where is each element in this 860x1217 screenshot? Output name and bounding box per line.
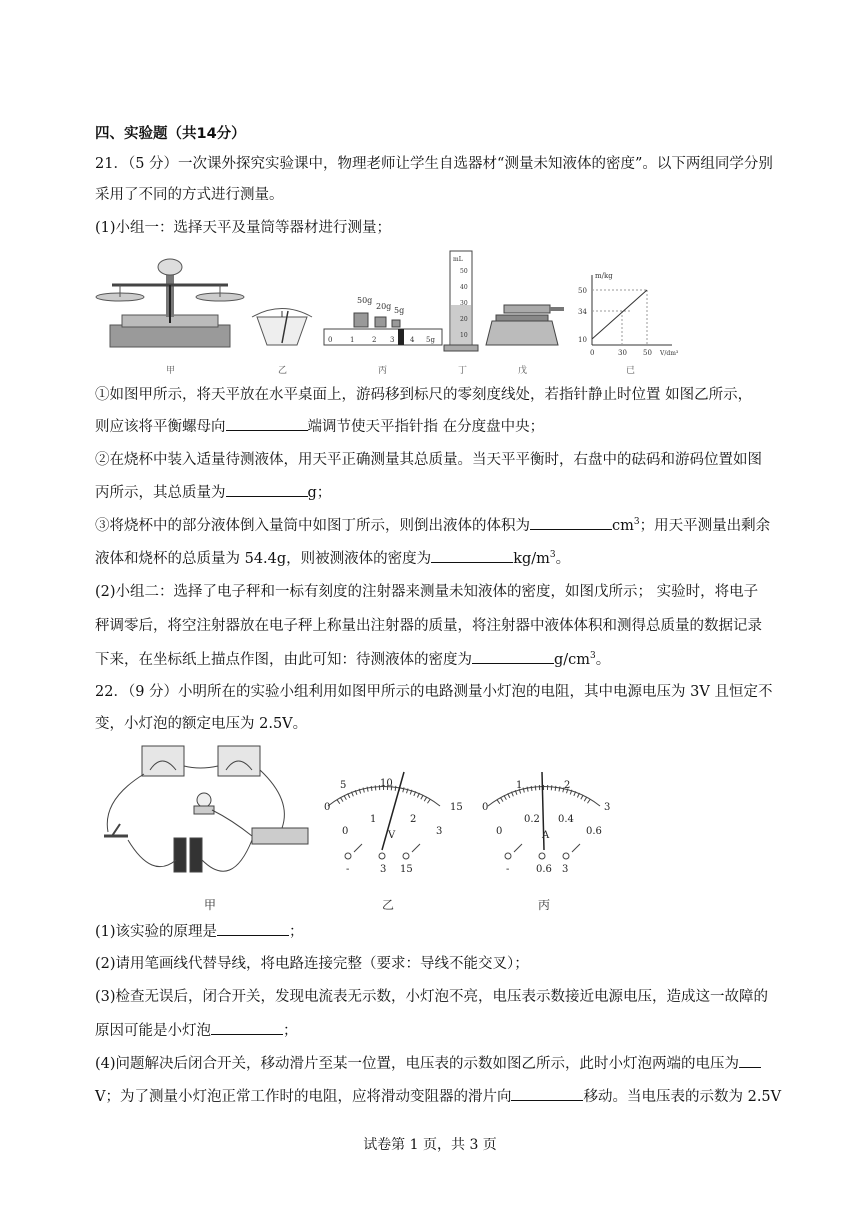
q21-step2-line1: ②在烧杯中装入适量待测液体，用天平正确测量其总质量。当天平平衡时，右盘中的砝码和游码位置如图	[95, 452, 762, 468]
voltmeter-terminal-15: 15	[400, 864, 413, 875]
fig-caption-jia: 甲	[166, 366, 176, 376]
q21-step3-line2: 液体和烧杯的总质量为 54.4g，则被测液体的密度为 $kg/m^3$。	[95, 548, 570, 569]
ruler-tick-0: 0	[328, 336, 333, 344]
fig-caption-ding: 丁	[458, 366, 468, 376]
ammeter-bottom-0-4: 0.4	[558, 814, 574, 825]
voltmeter-top-5: 5	[340, 780, 347, 791]
q21-figures-svg	[92, 245, 692, 375]
q21-group1: (1)小组一：选择天平及量筒等器材进行测量；	[95, 220, 392, 236]
q22-part3-line2: 原因可能是小灯泡 ；	[95, 1020, 298, 1041]
voltmeter-terminal-neg: -	[346, 864, 350, 875]
fig-caption-jia: 甲	[204, 898, 217, 912]
voltmeter-labels	[324, 778, 463, 875]
answer-blank[interactable]	[472, 649, 554, 664]
ruler-tick-4: 4	[410, 336, 415, 344]
ammeter-top-2: 2	[564, 780, 571, 791]
graph-ytick-50: 50	[578, 287, 587, 295]
q21-step1-line1: ①如图甲所示，将天平放在水平桌面上，游码移到标尺的零刻度线处，若指针静止时位置 如图乙所示，	[95, 387, 753, 403]
cylinder-tick-50: 50	[460, 268, 468, 275]
cylinder-tick-40: 40	[460, 284, 468, 291]
voltmeter-bottom-1: 1	[370, 814, 377, 825]
q21-group2-line1: (2)小组二：选择了电子秤和一标有刻度的注射器来测量未知液体的密度，如图戊所示； 实验时，将电子	[95, 584, 759, 600]
weight-label-50g: 50g	[357, 296, 373, 305]
graph-xtick-50: 50	[643, 349, 652, 357]
answer-blank[interactable]	[217, 921, 289, 936]
q21-group2-line2: 秤调零后，将空注射器放在电子秤上称量出注射器的质量，将注射器中液体体积和测得总质量的数据记录	[95, 618, 762, 634]
q22-part3-line1: (3)检查无误后，闭合开关，发现电流表无示数，小灯泡不亮，电压表示数接近电源电压，造成这一故障的	[95, 989, 769, 1005]
q21-figure-row	[92, 245, 692, 375]
graph-ytick-10: 10	[578, 336, 587, 344]
graph-xtick-30: 30	[618, 349, 627, 357]
voltmeter-top-10: 10	[380, 778, 393, 789]
weights-ruler-illustration	[324, 296, 442, 345]
answer-blank[interactable]	[226, 482, 308, 497]
q21-step1-line2: 则应该将平衡螺母向 端调节使天平指针指 在分度盘中央；	[95, 416, 544, 437]
fig-caption-yi: 乙	[278, 366, 288, 376]
q21-line2: 采用了不同的方式进行测量。	[95, 187, 284, 203]
answer-blank[interactable]	[530, 515, 612, 530]
q22-figure-row	[92, 740, 632, 920]
voltmeter-terminal-3: 3	[380, 864, 387, 875]
q22-part4-line2: V；为了测量小灯泡正常工作时的电阻，应将滑动变阻器的滑片向 移动。当电压表的示数为 2.5V	[95, 1086, 781, 1107]
cylinder-tick-30: 30	[460, 300, 468, 307]
cylinder-tick-20: 20	[460, 316, 468, 323]
voltmeter-top-0: 0	[324, 802, 331, 813]
fig-caption-yi: 乙	[382, 898, 395, 912]
fig-caption-ji: 已	[626, 366, 636, 376]
graph-xlabel: V/dm³	[660, 350, 679, 357]
answer-blank[interactable]	[431, 548, 513, 563]
ammeter-top-3: 3	[604, 802, 611, 813]
q21-step3-line1: ③将烧杯中的部分液体倒入量筒中如图丁所示，则倒出液体的体积为 $cm^3$；用天平测量出剩余	[95, 515, 770, 536]
q22-part1: (1)该实验的原理是 ；	[95, 921, 304, 942]
voltmeter-bottom-0: 0	[342, 826, 349, 837]
answer-blank[interactable]	[211, 1020, 283, 1035]
balance-illustration	[96, 259, 244, 347]
fig-caption-bing: 丙	[378, 366, 388, 376]
ruler-tick-5g: 5g	[426, 336, 435, 344]
ammeter-bottom-0-2: 0.2	[524, 814, 540, 825]
ammeter-terminal-3: 3	[562, 864, 569, 875]
answer-blank[interactable]	[226, 416, 308, 431]
ammeter-bottom-0-6: 0.6	[586, 826, 602, 837]
q21-step2-line2: 丙所示，其总质量为 g；	[95, 482, 331, 503]
pointer-dial-illustration	[252, 309, 312, 346]
measuring-cylinder-illustration	[444, 251, 478, 351]
voltmeter-symbol: V	[388, 830, 396, 841]
weight-label-5g: 5g	[394, 306, 405, 315]
ammeter-dial	[488, 772, 600, 859]
answer-blank[interactable]	[739, 1053, 761, 1068]
ammeter-labels	[482, 780, 610, 875]
voltmeter-bottom-3: 3	[436, 826, 443, 837]
ruler-tick-3: 3	[390, 336, 395, 344]
cylinder-unit: mL	[453, 256, 463, 263]
section-title: 四、实验题（共14分）	[95, 126, 246, 142]
circuit-illustration	[104, 746, 308, 872]
q21-line1: 21．（5 分）一次课外探究实验课中，物理老师让学生自选器材“测量未知液体的密度”。以下两组同学分别	[95, 156, 773, 172]
answer-blank[interactable]	[511, 1086, 583, 1101]
graph-ytick-34: 34	[578, 308, 587, 316]
graph-xtick-0: 0	[590, 349, 595, 357]
q22-line2: 变，小灯泡的额定电压为 2.5V。	[95, 716, 308, 732]
fig-caption-bing: 丙	[538, 898, 551, 912]
electronic-scale-syringe-illustration	[486, 305, 564, 345]
ruler-tick-2: 2	[372, 336, 377, 344]
voltmeter-top-15: 15	[450, 802, 463, 813]
q22-figures-svg	[92, 740, 632, 920]
ammeter-symbol: A	[542, 830, 550, 841]
ammeter-terminal-neg: -	[506, 864, 510, 875]
fig-caption-wu: 戊	[518, 366, 528, 376]
q22-part2: (2)请用笔画线代替导线，将电路连接完整（要求：导线不能交叉）；	[95, 956, 529, 972]
q22-part4-line1: (4)问题解决后闭合开关，移动滑片至某一位置，电压表的示数如图乙所示，此时小灯泡两端的电压为	[95, 1053, 761, 1074]
weight-label-20g: 20g	[376, 302, 392, 311]
q22-line1: 22．（9 分）小明所在的实验小组利用如图甲所示的电路测量小灯泡的电阻，其中电源电压为 3V 且恒定不	[95, 684, 773, 700]
ammeter-top-1: 1	[516, 780, 523, 791]
q21-group2-line3: 下来，在坐标纸上描点作图，由此可知：待测液体的密度为 $g/cm^3$。	[95, 649, 610, 670]
page-footer: 试卷第 1 页，共 3 页	[363, 1137, 497, 1153]
ruler-tick-1: 1	[350, 336, 355, 344]
voltmeter-bottom-2: 2	[410, 814, 417, 825]
graph-ylabel: m/kg	[595, 272, 613, 280]
cylinder-tick-10: 10	[460, 332, 468, 339]
mass-volume-graph	[578, 272, 679, 357]
ammeter-top-0: 0	[482, 802, 489, 813]
ammeter-terminal-0-6: 0.6	[536, 864, 552, 875]
ammeter-bottom-0: 0	[496, 826, 503, 837]
